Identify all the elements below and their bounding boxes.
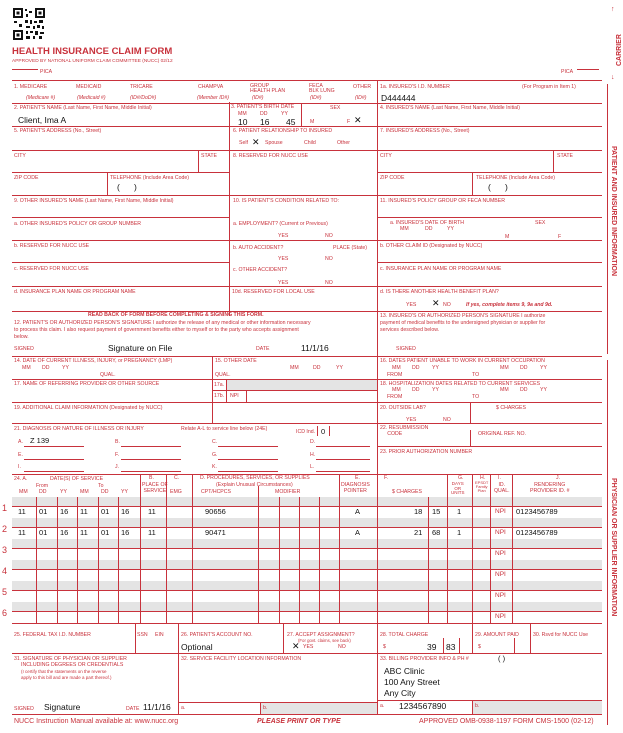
f31-signed: SIGNED xyxy=(14,706,34,712)
f21-b: B. xyxy=(115,439,120,445)
f10b-place: PLACE (State) xyxy=(333,245,368,251)
approved-line: APPROVED BY NATIONAL UNIFORM CLAIM COMMITTEE (NUCC) 02/12 xyxy=(12,59,173,64)
qr-code-icon xyxy=(12,7,46,41)
f16-yy: YY xyxy=(432,365,439,371)
f25-label: 25. FEDERAL TAX I.D. NUMBER xyxy=(14,632,91,638)
f9-label: 9. OTHER INSURED'S NAME (Last Name, First Name, Middle Initial) xyxy=(14,198,174,204)
f1-other-id: (ID#) xyxy=(355,95,367,101)
f24-yy: YY xyxy=(60,489,67,495)
f4-label: 4. INSURED'S NAME (Last Name, First Name, Middle Initial) xyxy=(380,105,520,111)
service-line-fmm[interactable]: 11 xyxy=(18,528,26,537)
f7-state: STATE xyxy=(557,153,573,159)
footer-manual: NUCC Instruction Manual available at: www.nucc.org xyxy=(14,718,179,725)
f1-other: OTHER xyxy=(353,84,372,90)
f1-feca-id: (ID#) xyxy=(310,95,322,101)
service-line-shaded-band xyxy=(12,518,602,527)
f3-label: 3. PATIENT'S BIRTH DATE xyxy=(231,104,295,110)
service-line-cpt[interactable]: 90471 xyxy=(205,528,226,537)
f24-d: D. PROCEDURES, SERVICES, OR SUPPLIES xyxy=(200,475,310,481)
f3-yy: YY xyxy=(281,111,288,117)
f24-from: From xyxy=(36,483,49,489)
f3-f: F xyxy=(347,119,351,125)
f10d-label: 10d. RESERVED FOR LOCAL USE xyxy=(232,289,315,295)
f14-yy: YY xyxy=(62,365,69,371)
f21-e: E. xyxy=(18,452,23,458)
f16-mm: MM xyxy=(392,365,401,371)
f21-a: A. xyxy=(18,439,23,445)
service-line-fdd[interactable]: 01 xyxy=(39,507,48,516)
service-line-ptr[interactable]: A xyxy=(355,507,361,516)
f20-no: NO xyxy=(443,417,451,423)
f17-label: 17. NAME OF REFERRING PROVIDER OR OTHER SOURCE xyxy=(14,381,160,387)
f5-tel-parens: ( ) xyxy=(117,182,137,192)
f5-tel: TELEPHONE (Include Area Code) xyxy=(110,175,189,181)
f17b: 17b. xyxy=(214,393,225,399)
f18-from: FROM xyxy=(387,394,403,400)
f6-self-checkbox[interactable]: ✕ xyxy=(252,137,260,147)
f29-label: 29. AMOUNT PAID xyxy=(475,632,519,638)
service-line-shaded-band xyxy=(12,602,602,611)
f2-label: 2. PATIENT'S NAME (Last Name, First Name, Middle Initial) xyxy=(14,105,152,111)
f21-a-value[interactable]: Z 139 xyxy=(30,436,50,445)
f12-date-value[interactable]: 11/1/16 xyxy=(301,343,329,353)
f31-line4: apply to this bill and are made a part thereof.) xyxy=(21,675,112,680)
f33-line3[interactable]: Any City xyxy=(384,688,416,698)
f24-cpt: CPT/HCPCS xyxy=(201,489,231,495)
service-line-tmm[interactable]: 11 xyxy=(80,528,88,537)
f12-line2: to process this claim. I also request payment of government benefits either to myself or to the party who accepts assignment xyxy=(14,327,299,333)
f26-label: 26. PATIENT'S ACCOUNT NO. xyxy=(181,632,253,638)
f10-label: 10. IS PATIENT'S CONDITION RELATED TO: xyxy=(233,198,340,204)
f18-mm2: MM xyxy=(500,387,509,393)
f24-g: G. xyxy=(458,475,464,481)
f6-other: Other xyxy=(337,140,350,146)
f3-val-dd[interactable]: 16 xyxy=(260,117,270,127)
f24-a: 24. A. xyxy=(14,476,28,482)
f1-tricare-id: (ID#/DoD#) xyxy=(130,95,157,101)
f17a: 17a. xyxy=(214,382,225,388)
f21-label: 21. DIAGNOSIS OR NATURE OF ILLNESS OR INJURY xyxy=(14,426,144,432)
f24-f: F. xyxy=(384,475,389,481)
footer-approved: APPROVED OMB-0938-1197 FORM CMS-1500 (02-12) xyxy=(419,718,594,725)
f12-date: DATE xyxy=(256,346,270,352)
service-line-rendering-provider[interactable]: 0123456789 xyxy=(516,507,558,516)
f3-val-yy[interactable]: 45 xyxy=(286,117,296,127)
f11a-dd: DD xyxy=(425,226,433,232)
f18-to: TO xyxy=(472,394,480,400)
side-label-patient: PATIENT AND INSURED INFORMATION xyxy=(610,146,617,277)
f24-epsdt: EPSDT Family Plan xyxy=(475,480,489,494)
f31-date-value[interactable]: 11/1/16 xyxy=(143,702,171,712)
f5-label: 5. PATIENT'S ADDRESS (No., Street) xyxy=(14,128,102,134)
f11a-mm: MM xyxy=(400,226,409,232)
service-line-npi-label: NPI xyxy=(495,550,506,557)
f1a-program: (For Program in Item 1) xyxy=(522,84,576,90)
f10a-no: NO xyxy=(325,233,333,239)
service-line-number: 2 xyxy=(2,524,8,534)
service-line-npi-label: NPI xyxy=(495,571,506,578)
f27-label: 27. ACCEPT ASSIGNMENT? xyxy=(287,632,355,638)
f11a-yy: YY xyxy=(447,226,454,232)
f21-f: F. xyxy=(115,452,120,458)
f32-b: b. xyxy=(263,705,268,711)
f16-from: FROM xyxy=(387,372,403,378)
service-line-npi-label: NPI xyxy=(495,613,506,620)
service-line-number: 1 xyxy=(2,503,8,513)
f14-dd: DD xyxy=(42,365,50,371)
service-line-rendering-provider[interactable]: 0123456789 xyxy=(516,528,558,537)
f18-mm: MM xyxy=(392,387,401,393)
service-line-charge-cents[interactable]: 68 xyxy=(432,528,441,537)
f6-label: 6. PATIENT RELATIONSHIP TO INSURED xyxy=(233,128,333,134)
f33-a: a. xyxy=(380,703,385,709)
service-line-number: 5 xyxy=(2,587,8,597)
f21-i: I. xyxy=(18,464,21,470)
f1-champva: CHAMPVA xyxy=(198,84,224,90)
f21-relate: Relate A-L to service line below (24E) xyxy=(181,426,268,432)
f11b-label: b. OTHER CLAIM ID (Designated by NUCC) xyxy=(380,243,483,249)
f1-medicaid: MEDICAID xyxy=(76,84,102,90)
f14-mm: MM xyxy=(22,365,31,371)
f11a-label: a. INSURED'S DATE OF BIRTH xyxy=(390,220,465,226)
f9a-label: a. OTHER INSURED'S POLICY OR GROUP NUMBER xyxy=(14,221,142,227)
f5-zip: ZIP CODE xyxy=(14,175,39,181)
service-line-units[interactable]: 1 xyxy=(457,507,462,516)
service-line-number: 4 xyxy=(2,566,8,576)
f24-mm2: MM xyxy=(80,489,89,495)
f24-charges: $ CHARGES xyxy=(392,489,422,495)
f1-champva-id: (Member ID#) xyxy=(197,95,229,101)
service-line-cpt[interactable]: 90656 xyxy=(205,507,226,516)
f13-signed: SIGNED xyxy=(396,346,416,352)
f3-dd: DD xyxy=(260,111,268,117)
f18-yy: YY xyxy=(432,387,439,393)
f10c-label: c. OTHER ACCIDENT? xyxy=(233,267,288,273)
f31-line1: 31. SIGNATURE OF PHYSICIAN OR SUPPLIER xyxy=(14,656,127,662)
f14-label: 14. DATE OF CURRENT ILLNESS, INJURY, or PREGNANCY (LMP) xyxy=(14,358,173,364)
f7-label: 7. INSURED'S ADDRESS (No., Street) xyxy=(380,128,470,134)
f13-line3: services described below. xyxy=(380,327,440,333)
f33-b: b. xyxy=(475,703,480,709)
service-line-tyy[interactable]: 16 xyxy=(121,507,130,516)
f1-medicare: 1. MEDICARE xyxy=(14,84,48,90)
f22-label: 22. RESUBMISSION CODE xyxy=(380,425,429,437)
f15-yy: YY xyxy=(336,365,343,371)
service-line-pos[interactable]: 11 xyxy=(148,507,156,516)
f9c-label: c. RESERVED FOR NUCC USE xyxy=(14,266,89,272)
f21-h: H. xyxy=(310,452,316,458)
service-line-npi-label: NPI xyxy=(495,592,506,599)
f24-rendering: RENDERING PROVIDER ID. # xyxy=(530,482,570,494)
f1-medicare-id: (Medicare #) xyxy=(26,95,56,101)
f28-dollar: $ xyxy=(383,644,386,650)
service-line-npi-label: NPI xyxy=(495,508,506,515)
f24-pos: PLACE OF SERVICE xyxy=(142,482,168,494)
service-line-shaded-band xyxy=(12,539,602,548)
f20-yes: YES xyxy=(406,417,417,423)
f6-spouse: Spouse xyxy=(265,140,283,146)
f24-j: J. xyxy=(556,475,561,481)
f16-mm2: MM xyxy=(500,365,509,371)
f24-c: C. xyxy=(174,475,180,481)
f21-l: L. xyxy=(310,464,315,470)
f27-no: NO xyxy=(338,644,346,650)
f1-tricare: TRICARE xyxy=(130,84,153,90)
f21-g: G. xyxy=(212,452,218,458)
f24-diag: DIAGNOSIS POINTER xyxy=(341,482,370,494)
f18-yy2: YY xyxy=(540,387,547,393)
f16-yy2: YY xyxy=(540,365,547,371)
f24-b: B. xyxy=(149,475,154,481)
f10a-yes: YES xyxy=(278,233,289,239)
f21-j: J. xyxy=(115,464,120,470)
side-label-physician: PHYSICIAN OR SUPPLIER INFORMATION xyxy=(610,478,617,617)
f28-cents[interactable]: 83 xyxy=(446,642,456,652)
footer-print: PLEASE PRINT OR TYPE xyxy=(257,718,341,725)
carrier-arrow-up: ↑ xyxy=(611,6,615,13)
f33-line1[interactable]: ABC Clinic xyxy=(384,666,425,676)
f12-value[interactable]: Signature on File xyxy=(108,343,173,353)
f25-ein: EIN xyxy=(155,632,164,638)
f17b-npi: NPI xyxy=(230,393,239,399)
f27-yes: YES xyxy=(303,644,314,650)
f7-city: CITY xyxy=(380,153,392,159)
service-line-tdd[interactable]: 01 xyxy=(101,528,110,537)
service-line-npi-label: NPI xyxy=(495,529,506,536)
f10b-label: b. AUTO ACCIDENT? xyxy=(233,245,284,251)
f12-readback: READ BACK OF FORM BEFORE COMPLETING & SIGNING THIS FORM. xyxy=(88,312,264,318)
f10c-yes: YES xyxy=(278,280,289,286)
service-line-fyy[interactable]: 16 xyxy=(60,528,69,537)
carrier-arrow-down: ↓ xyxy=(611,74,615,81)
f9d-label: d. INSURANCE PLAN NAME OR PROGRAM NAME xyxy=(14,289,136,295)
f10a-label: a. EMPLOYMENT? (Current or Previous) xyxy=(233,221,328,227)
f31-line3: (I certify that the statements on the reverse xyxy=(21,669,107,674)
service-line-charge-dollars[interactable]: 21 xyxy=(414,528,423,537)
f24-explain: (Explain Unusual Circumstances) xyxy=(216,482,293,488)
service-line-fyy[interactable]: 16 xyxy=(60,507,69,516)
f27-yes-checkbox[interactable]: ✕ xyxy=(292,641,300,651)
f5-state: STATE xyxy=(201,153,217,159)
f11d-label: d. IS THERE ANOTHER HEALTH BENEFIT PLAN? xyxy=(380,289,499,295)
pica-right: PICA xyxy=(561,69,574,75)
f28-dollars[interactable]: 39 xyxy=(427,642,437,652)
f29-dollar: $ xyxy=(478,644,481,650)
service-line-units[interactable]: 1 xyxy=(457,528,462,537)
service-line-shaded-band xyxy=(12,560,602,569)
service-line-tdd[interactable]: 01 xyxy=(101,507,110,516)
service-line-pos[interactable]: 11 xyxy=(148,528,156,537)
f27-note: (For govt. claims, see back) xyxy=(298,638,351,643)
f24-dates: DATE(S) OF SERVICE xyxy=(50,476,104,482)
f11a-sex: SEX xyxy=(535,220,546,226)
f1-feca: FECA BLK LUNG xyxy=(309,83,335,95)
f3-val-mm[interactable]: 10 xyxy=(238,117,248,127)
f3-m: M xyxy=(310,119,315,125)
f24-dd: DD xyxy=(39,489,47,495)
f24-emg: EMG xyxy=(170,489,182,495)
f3-mm: MM xyxy=(238,111,247,117)
f5-city: CITY xyxy=(14,153,26,159)
f7-zip: ZIP CODE xyxy=(380,175,405,181)
f12-line1: 12. PATIENT'S OR AUTHORIZED PERSON'S SIGNATURE I authorize the release of any medical or other information necessary xyxy=(14,320,311,326)
f31-line2: INCLUDING DEGREES OR CREDENTIALS xyxy=(21,662,124,668)
f32-a: a. xyxy=(181,705,186,711)
f23-label: 23. PRIOR AUTHORIZATION NUMBER xyxy=(380,449,473,455)
f18-label: 18. HOSPITALIZATION DATES RELATED TO CURRENT SERVICES xyxy=(380,381,541,387)
f28-label: 28. TOTAL CHARGE xyxy=(380,632,429,638)
f13-line2: payment of medical benefits to the undersigned physician or supplier for xyxy=(380,320,546,326)
f20-label: 20. OUTSIDE LAB? xyxy=(380,405,426,411)
f11a-f: F xyxy=(558,234,562,240)
f24-id: ID. QUAL. xyxy=(494,482,510,494)
f24-yy2: YY xyxy=(121,489,128,495)
f12-line3: below. xyxy=(14,334,29,340)
f1-medicaid-id: (Medicaid #) xyxy=(77,95,106,101)
service-line-charge-dollars[interactable]: 18 xyxy=(414,507,423,516)
service-line-ptr[interactable]: A xyxy=(355,528,361,537)
f11d-note: If yes, complete items 9, 9a and 9d. xyxy=(466,302,553,308)
f11d-no: NO xyxy=(443,302,451,308)
service-line-fmm[interactable]: 11 xyxy=(18,507,26,516)
f11d-yes: YES xyxy=(406,302,417,308)
f18-dd2: DD xyxy=(520,387,528,393)
f21-c: C. xyxy=(212,439,218,445)
f32-label: 32. SERVICE FACILITY LOCATION INFORMATION xyxy=(181,656,302,662)
f16-dd2: DD xyxy=(520,365,528,371)
f21-k: K. xyxy=(212,464,217,470)
f9b-label: b. RESERVED FOR NUCC USE xyxy=(14,243,90,249)
f10c-no: NO xyxy=(325,280,333,286)
f24-e: E. xyxy=(355,475,360,481)
f21-icd-value[interactable]: 0 xyxy=(321,427,326,436)
f16-label: 16. DATES PATIENT UNABLE TO WORK IN CURRENT OCCUPATION xyxy=(380,358,545,364)
f3-sex: SEX xyxy=(330,105,341,111)
f7-tel: TELEPHONE (Include Area Code) xyxy=(476,175,555,181)
f1a-value[interactable]: D444444 xyxy=(381,93,416,103)
f33-line2[interactable]: 100 Any Street xyxy=(384,677,440,687)
f8-label: 8. RESERVED FOR NUCC USE xyxy=(233,153,309,159)
f24-to: To xyxy=(98,483,104,489)
f15-dd: DD xyxy=(313,365,321,371)
f31-date: DATE xyxy=(126,706,140,712)
f6-child: Child xyxy=(304,140,316,146)
f18-dd: DD xyxy=(412,387,420,393)
f7-tel-parens: ( ) xyxy=(488,182,508,192)
f25-ssn: SSN xyxy=(137,632,148,638)
f24-days: DAYS OR UNITS xyxy=(451,481,465,496)
service-line-tmm[interactable]: 11 xyxy=(80,507,88,516)
f15-mm: MM xyxy=(290,365,299,371)
f11d-no-checkbox[interactable]: ✕ xyxy=(432,298,440,308)
service-line-charge-cents[interactable]: 15 xyxy=(432,507,441,516)
f2-value[interactable]: Client, Ima A xyxy=(18,115,67,125)
service-line-shaded-band xyxy=(12,581,602,590)
service-line-fdd[interactable]: 01 xyxy=(39,528,48,537)
form-title: HEALTH INSURANCE CLAIM FORM xyxy=(12,46,173,57)
f24-h: H. xyxy=(480,475,486,481)
f10b-no: NO xyxy=(325,256,333,262)
service-line-number: 6 xyxy=(2,608,8,618)
f15-label: 15. OTHER DATE xyxy=(215,358,257,364)
f24-dd2: DD xyxy=(101,489,109,495)
service-line-number: 3 xyxy=(2,545,8,555)
f11-label: 11. INSURED'S POLICY GROUP OR FECA NUMBER xyxy=(380,198,505,204)
f33-label: 33. BILLING PROVIDER INFO & PH # xyxy=(380,656,469,662)
f15-qual: QUAL. xyxy=(215,372,231,378)
f14-qual: QUAL. xyxy=(100,372,116,378)
f16-to: TO xyxy=(472,372,480,378)
f24-mod: MODIFIER xyxy=(275,489,301,495)
f24-i: I. xyxy=(498,475,501,481)
f12-signed: SIGNED xyxy=(14,346,34,352)
f33-a-value[interactable]: 1234567890 xyxy=(399,701,447,711)
f31-value[interactable]: Signature xyxy=(44,702,81,712)
f11c-label: c. INSURANCE PLAN NAME OR PROGRAM NAME xyxy=(380,266,502,272)
f3-sex-female-checkbox[interactable]: ✕ xyxy=(354,115,362,125)
f1-group-id: (ID#) xyxy=(252,95,264,101)
f30-label: 30. Rsvd for NUCC Use xyxy=(533,632,589,638)
f22-orig: ORIGINAL REF. NO. xyxy=(478,431,526,437)
f20-charges: $ CHARGES xyxy=(496,405,526,411)
f11a-m: M xyxy=(505,234,510,240)
f21-icd: ICD Ind. xyxy=(296,429,316,435)
f24-mm: MM xyxy=(19,489,28,495)
f16-dd: DD xyxy=(412,365,420,371)
service-line-tyy[interactable]: 16 xyxy=(121,528,130,537)
f13-line1: 13. INSURED'S OR AUTHORIZED PERSON'S SIGNATURE I authorize xyxy=(380,313,546,319)
f19-label: 19. ADDITIONAL CLAIM INFORMATION (Designated by NUCC) xyxy=(14,405,163,411)
f10b-yes: YES xyxy=(278,256,289,262)
f26-value[interactable]: Optional xyxy=(181,642,213,652)
f6-self: Self xyxy=(239,140,248,146)
carrier-label: CARRIER xyxy=(616,34,623,66)
service-line-shaded-band xyxy=(12,497,602,506)
pica-left: PICA xyxy=(40,69,53,75)
f33-phone: ( ) xyxy=(498,654,506,663)
f1-group: GROUP HEALTH PLAN xyxy=(250,83,286,95)
f21-d: D. xyxy=(310,439,316,445)
f1a-label: 1a. INSURED'S I.D. NUMBER xyxy=(380,84,450,90)
